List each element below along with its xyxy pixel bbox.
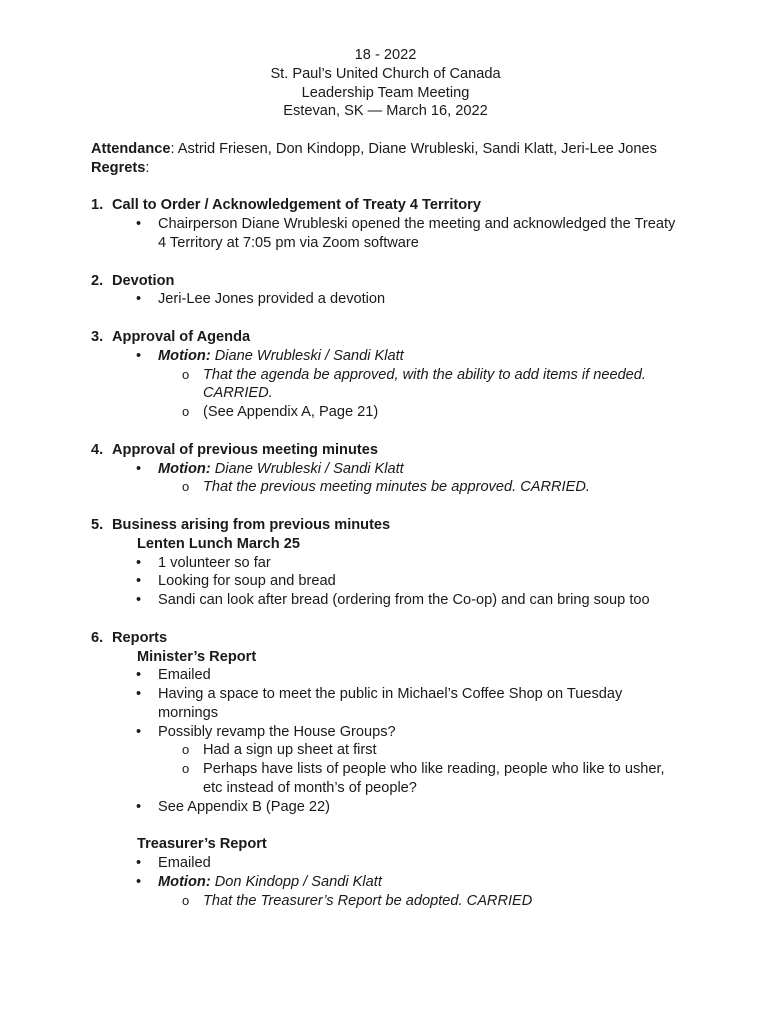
document-header: [91, 46, 680, 121]
sub-list-item: o That the Treasurer’s Report be adopted. CARRIED: [182, 892, 533, 909]
bullet-icon: •: [136, 216, 142, 233]
attendance-line: [91, 140, 680, 159]
bullet-icon: •: [136, 855, 142, 872]
list-item: • Possibly revamp the House Groups?: [136, 723, 396, 740]
circle-bullet-icon: o: [182, 404, 190, 420]
regrets-label: Regrets: [91, 159, 146, 176]
circle-bullet-icon: o: [182, 366, 190, 382]
list-item: • Jeri-Lee Jones provided a devotion: [136, 291, 386, 308]
bullet-icon: •: [136, 291, 142, 308]
header-location-date: Estevan, SK — March 16, 2022: [283, 103, 488, 120]
sub-list-item: o That the agenda be approved, with the ability to add items if needed. CARRIED.: [182, 366, 646, 402]
bullet-icon: •: [136, 347, 142, 364]
section-number: 2.: [91, 272, 104, 289]
circle-bullet-icon: o: [182, 479, 190, 495]
bullet-icon: •: [136, 573, 142, 590]
bullet-icon: •: [136, 592, 142, 609]
section-3-title: 3. Approval of Agenda: [91, 328, 251, 345]
section-number: 4.: [91, 441, 104, 458]
attendance-text: : Astrid Friesen, Don Kindopp, Diane Wrubleski, Sandi Klatt, Jeri-Lee Jones: [170, 140, 657, 157]
regrets-text: :: [145, 159, 150, 176]
list-item: • Emailed: [136, 667, 211, 684]
list-item: • Chairperson Diane Wrubleski opened the meeting and acknowledged the Treaty 4 Territory at 7:05 pm via Zoom software: [136, 216, 676, 251]
circle-bullet-icon: o: [182, 761, 190, 777]
subsection-title: Lenten Lunch March 25: [137, 535, 300, 552]
section-4-title: 4. Approval of previous meeting minutes: [91, 441, 378, 458]
list-item: • Emailed: [136, 855, 211, 872]
list-item: • See Appendix B (Page 22): [136, 798, 331, 815]
bullet-icon: •: [136, 460, 142, 477]
header-number: 18 - 2022: [354, 47, 417, 63]
motion-item: • Motion: Diane Wrubleski / Sandi Klatt: [136, 460, 404, 477]
subsection-title: Treasurer’s Report: [137, 836, 267, 853]
section-number: 3.: [91, 328, 104, 345]
motion-item: • Motion: Diane Wrubleski / Sandi Klatt: [136, 347, 404, 364]
regrets-line: [91, 159, 680, 178]
circle-bullet-icon: o: [182, 892, 190, 908]
sub-list-item: o Had a sign up sheet at first: [182, 742, 377, 759]
bullet-icon: •: [136, 686, 142, 703]
list-item: • Sandi can look after bread (ordering from the Co-op) and can bring soup too: [136, 592, 650, 609]
header-church: St. Paul’s United Church of Canada: [270, 65, 501, 82]
section-2-title: 2. Devotion: [91, 272, 175, 289]
bullet-icon: •: [136, 874, 142, 891]
sub-list-item: o (See Appendix A, Page 21): [182, 404, 379, 421]
list-item: • 1 volunteer so far: [136, 554, 271, 571]
sub-list-item: o That the previous meeting minutes be approved. CARRIED.: [182, 479, 590, 496]
list-item: • Having a space to meet the public in Michael’s Coffee Shop on Tuesday mornings: [136, 686, 623, 721]
bullet-icon: •: [136, 798, 142, 815]
motion-item: • Motion: Don Kindopp / Sandi Klatt: [136, 874, 382, 891]
list-item: • Looking for soup and bread: [136, 573, 336, 590]
bullet-icon: •: [136, 723, 142, 740]
bullet-icon: •: [136, 554, 142, 571]
section-5-title: 5. Business arising from previous minutes: [91, 516, 391, 533]
section-6-title: 6. Reports: [91, 629, 168, 646]
header-meeting: Leadership Team Meeting: [301, 84, 470, 101]
circle-bullet-icon: o: [182, 742, 190, 758]
attendance-label: Attendance: [91, 140, 171, 157]
section-number: 6.: [91, 629, 104, 646]
bullet-icon: •: [136, 667, 142, 684]
sub-list-item: o Perhaps have lists of people who like reading, people who like to usher, etc instead of month’s of people?: [182, 761, 665, 797]
section-number: 5.: [91, 516, 104, 533]
subsection-title: Minister’s Report: [137, 648, 257, 665]
section-1-title: 1. Call to Order / Acknowledgement of Treaty 4 Territory: [91, 197, 481, 214]
section-number: 1.: [91, 197, 104, 214]
